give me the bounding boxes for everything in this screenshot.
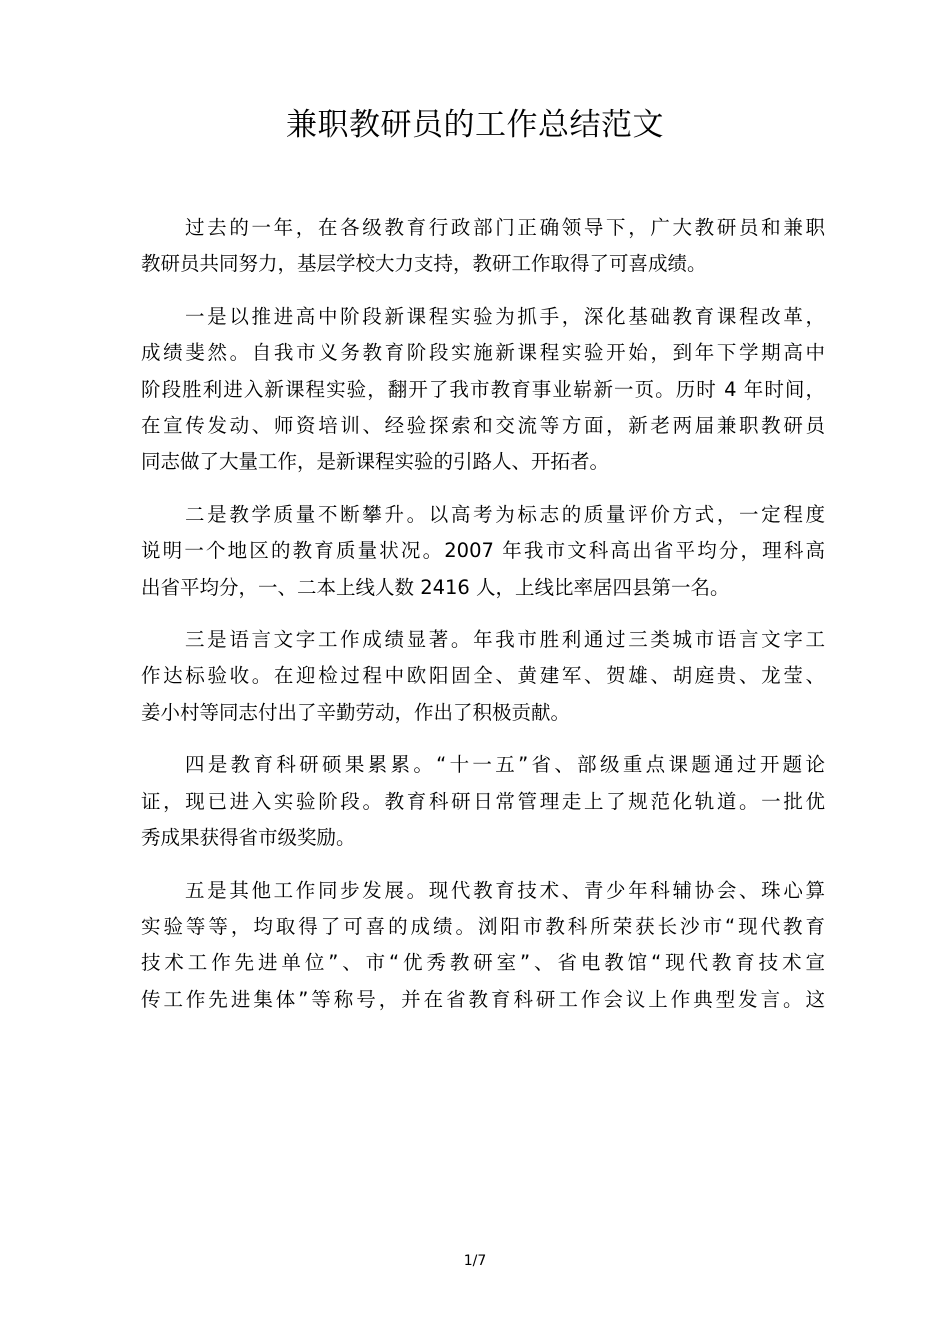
text-line: 在宣传发动、师资培训、经验探索和交流等方面，新老两届兼职教研员 (141, 414, 825, 438)
paragraph-4 (141, 622, 825, 731)
paragraph-6 (141, 873, 825, 1019)
text-line: 传工作先进集体”等称号，并在省教育科研工作会议上作典型发言。这 (141, 987, 825, 1011)
text-line: 秀成果获得省市级奖励。 (141, 826, 356, 850)
text-line: 同志做了大量工作，是新课程实验的引路人、开拓者。 (141, 450, 610, 474)
text-line: 实验等等，均取得了可喜的成绩。浏阳市教科所荣获长沙市“现代教育 (141, 914, 825, 938)
text-line: 三是语言文字工作成绩显著。年我市胜利通过三类城市语言文字工 (185, 628, 825, 652)
text-line: 二是教学质量不断攀升。以高考为标志的质量评价方式，一定程度 (185, 502, 825, 526)
text-line: 阶段胜利进入新课程实验，翻开了我市教育事业崭新一页。历时 4 年时间， (141, 377, 825, 401)
paragraph-2 (141, 299, 825, 481)
paragraph-5 (141, 747, 825, 856)
page-number: 1/7 (463, 1253, 487, 1269)
text-line: 技术工作先进单位”、市“优秀教研室”、省电教馆“现代教育技术宣 (141, 951, 825, 975)
text-line: 成绩斐然。自我市义务教育阶段实施新课程实验开始，到年下学期高中 (141, 341, 825, 365)
text-line: 五是其他工作同步发展。现代教育技术、青少年科辅协会、珠心算 (185, 878, 825, 902)
text-line: 出省平均分，一、二本上线人数 2416 人，上线比率居四县第一名。 (141, 575, 730, 599)
text-line: 证，现已进入实验阶段。教育科研日常管理走上了规范化轨道。一批优 (141, 789, 825, 813)
document-title: 兼职教研员的工作总结范文 (286, 107, 664, 143)
paragraph-3 (141, 497, 825, 606)
text-line: 一是以推进高中阶段新课程实验为抓手，深化基础教育课程改革， (185, 304, 825, 328)
text-line: 姜小村等同志付出了辛勤劳动，作出了积极贡献。 (141, 700, 571, 724)
text-line: 四是教育科研硕果累累。“十一五”省、部级重点课题通过开题论 (185, 753, 825, 777)
text-line: 说明一个地区的教育质量状况。2007 年我市文科高出省平均分，理科高 (141, 539, 825, 563)
document-body (141, 210, 825, 1018)
text-line: 作达标验收。在迎检过程中欧阳固全、黄建军、贺雄、胡庭贵、龙莹、 (141, 664, 825, 688)
text-line: 教研员共同努力，基层学校大力支持，教研工作取得了可喜成绩。 (141, 252, 707, 276)
text-line: 过去的一年，在各级教育行政部门正确领导下，广大教研员和兼职 (185, 216, 825, 239)
paragraph-1 (141, 210, 825, 283)
